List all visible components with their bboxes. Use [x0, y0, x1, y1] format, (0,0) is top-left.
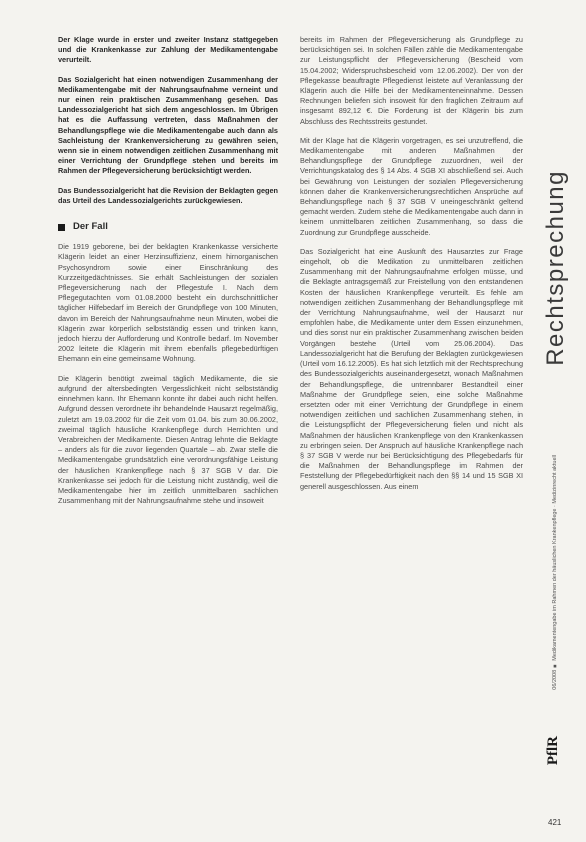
section-title-vertical: Rechtsprechung [542, 170, 569, 366]
section-heading-text: Der Fall [73, 221, 108, 233]
body-paragraph: Die 1919 geborene, bei der beklagten Krankenkasse versicherte Klägerin leidet an einer Herzinsuffizienz, einem hirnorganischen Psychosyndrom sowie einer Einschränkung des Kurzzeitgedächtnisses. Sie erhält Sachleistungen der sozialen Pflegeversicherung nach der Pflegestufe I. Nach dem Pflegegutachten vom 01.08.2000 besteht ein durchschnittlicher täglicher Hilfebedarf im Bereich der Grundpflege von 100 Minuten, davon im Bereich der Nahrungsaufnahme neun Minuten, wobei die Klägerin zwar körperlich selbstständig essen und trinken kann, jedoch hierzu der Aufforderung und Kontrolle bedarf. Im November 2002 leitete die Klägerin mit ihrem ebenfalls pflegebedürftigen Ehemann ein eine gemeinsame Wohnung. [58, 242, 278, 364]
journal-logo: PflR [545, 736, 561, 766]
running-footer: 06/2008 ■ Medikamentengabe im Rahmen der häuslichen Krankenpflege · Medizinrecht aktuell [552, 455, 558, 690]
page-number: 421 [548, 818, 562, 827]
intro-paragraph: Das Sozialgericht hat einen notwendigen Zusammenhang der Medikamentengabe mit der Nahrungsaufnahme verneint und nur einen rein praktischen Zusammenhang gesehen. Das Landessozialgericht hat sich dem angeschlossen. Im Übrigen hat es die Auffassung vertreten, dass Maßnahmen der Behandlungspflege wie die Medikamentengabe auch dann als Sachleistung der Krankenversicherung zu gewähren seien, wenn sie in einem notwendigen zeitlichen Zusammenhang mit einer Verrichtung der Grundpflege stehen und bereits im Rahmen der Pflegeversicherung berücksichtigt werden. [58, 74, 278, 176]
body-paragraph: Das Sozialgericht hat eine Auskunft des Hausarztes zur Frage eingeholt, ob die Medikation zu unmittelbaren zeitlichen Zusammenhang mit der Nahrungsaufnahme erfolgen müsse, und die Beklagte antragsgemäß zur Freistellung von den entstandenen Kosten der häuslichen Krankenpflege verurteilt. Es fehle am notwendigen zeitlichen Zusammenhang der Behandlungspflege mit der Verrichtung Nahrungsaufnahme, weil der Hausarzt nur empfohlen habe, die Medikamente unter dem Essen einzunehmen, und dies sonst nur ein praktischer Zusammenhang zwischen beiden Vorgängen bestehe (Urteil vom 25.06.2004). Das Landessozialgericht hat die Berufung der Beklagten zurückgewiesen (Urteil vom 16.12.2005). Es hat sich letztlich mit der Rechtsprechung des Bundessozialgerichts auseinandergesetzt, wonach Maßnahmen der Behandlungspflege, die untrennbarer Bestandteil einer Maßnahme der Grundpflege seien, eine solche Maßnahme ersetzten oder mit einer Verrichtung der Grundpflege in einem notwendigen zeitlichen und sachlichen Zusammenhang stehen, in die Leistungspflicht der Pflegeversicherung fielen und nicht als Maßnahmen der häuslichen Krankenpflege von den Krankenkassen zu erbringen seien. Der Anspruch auf häusliche Krankenpflege nach § 37 SGB V werde nur bei Berücksichtigung des Pflegebedarfs für die Maßnahmen der Behandlungspflege im Rahmen der Feststellung der Pflegebedürftigkeit nach den §§ 14 und 15 SGB XI generell ausgeschlossen. Aus einem [300, 246, 523, 491]
left-column [58, 35, 278, 515]
square-bullet-icon [58, 224, 65, 231]
intro-paragraph: Der Klage wurde in erster und zweiter Instanz stattgegeben und die Krankenkasse zur Zahlung der Medikamentengabe verurteilt. [58, 35, 278, 65]
body-paragraph: Die Klägerin benötigt zweimal täglich Medikamente, die sie aufgrund der altersbedingten Vergesslichkeit nicht selbstständig einnehmen kann. Ihr Ehemann konnte ihr dabei auch nicht helfen. Aufgrund dessen verordnete ihr behandelnde Hausarzt regelmäßig, zuletzt am 19.03.2002 für die Zeit vom 01.04. bis zum 30.06.2002, zweimal täglich häusliche Krankenpflege durch Herrichten und Verabreichen der Medikamente. Diesen Antrag lehnte die Beklagte – anders als für die zuvor liegenden Quartale – ab. Zwar stelle die Medikamentengabe grundsätzlich eine verordnungsfähige Leistung der häuslichen Krankenpflege nach § 37 SGB V dar. Die Krankenkasse sei jedoch für die Leistung nicht zuständig, weil die Medikamentengabe hier im zeitlich unmittelbaren sachlichen Zusammenhang mit der Nahrungsaufnahme stehe und insoweit [58, 373, 278, 506]
body-paragraph: bereits im Rahmen der Pflegeversicherung als Grundpflege zu berücksichtigen sei. In solchen Fällen zähle die Medikamentengabe zur Leistungspflicht der Pflegeversicherung (Bescheid vom 15.04.2002; Widerspruchsbescheid vom 12.06.2002). Der von der Pflegekasse beauftragte Pflegedienst leistete auf Veranlassung der Klägerin auch die Hilfe bei der Medikamenteneinnahme. Dessen Rechnungen beliefen sich insoweit für den fraglichen Zeitraum auf insgesamt 892,12 €. Die Forderung ist der Klägerin bis zum Abschluss des Rechtsstreits gestundet. [300, 35, 523, 126]
body-paragraph: Mit der Klage hat die Klägerin vorgetragen, es sei unzutreffend, die Medikamentengabe mit anderen Maßnahmen der Behandlungspflege der Grundpflege zuzuordnen, weil der Verrichtungskatalog des § 14 Abs. 4 SGB XI abschließend sei. Auch bei Gewährung von Leistungen der sozialen Pflegeversicherung können daher die Krankenversicherungsrechtlichen Ansprüche auf Behandlungspflege nach § 37 SGB V uneingeschränkt geltend gemacht werden. Zudem stehe die Medikamentengabe auch dann in keinem unmittelbaren zeitlichen Zusammenhang, so dass die Zuordnung zur Grundpflege ausscheide. [300, 135, 523, 237]
section-heading [58, 222, 278, 232]
right-column [300, 35, 523, 501]
intro-paragraph: Das Bundessozialgericht hat die Revision der Beklagten gegen das Urteil des Landessozialgerichts zurückgewiesen. [58, 185, 278, 205]
